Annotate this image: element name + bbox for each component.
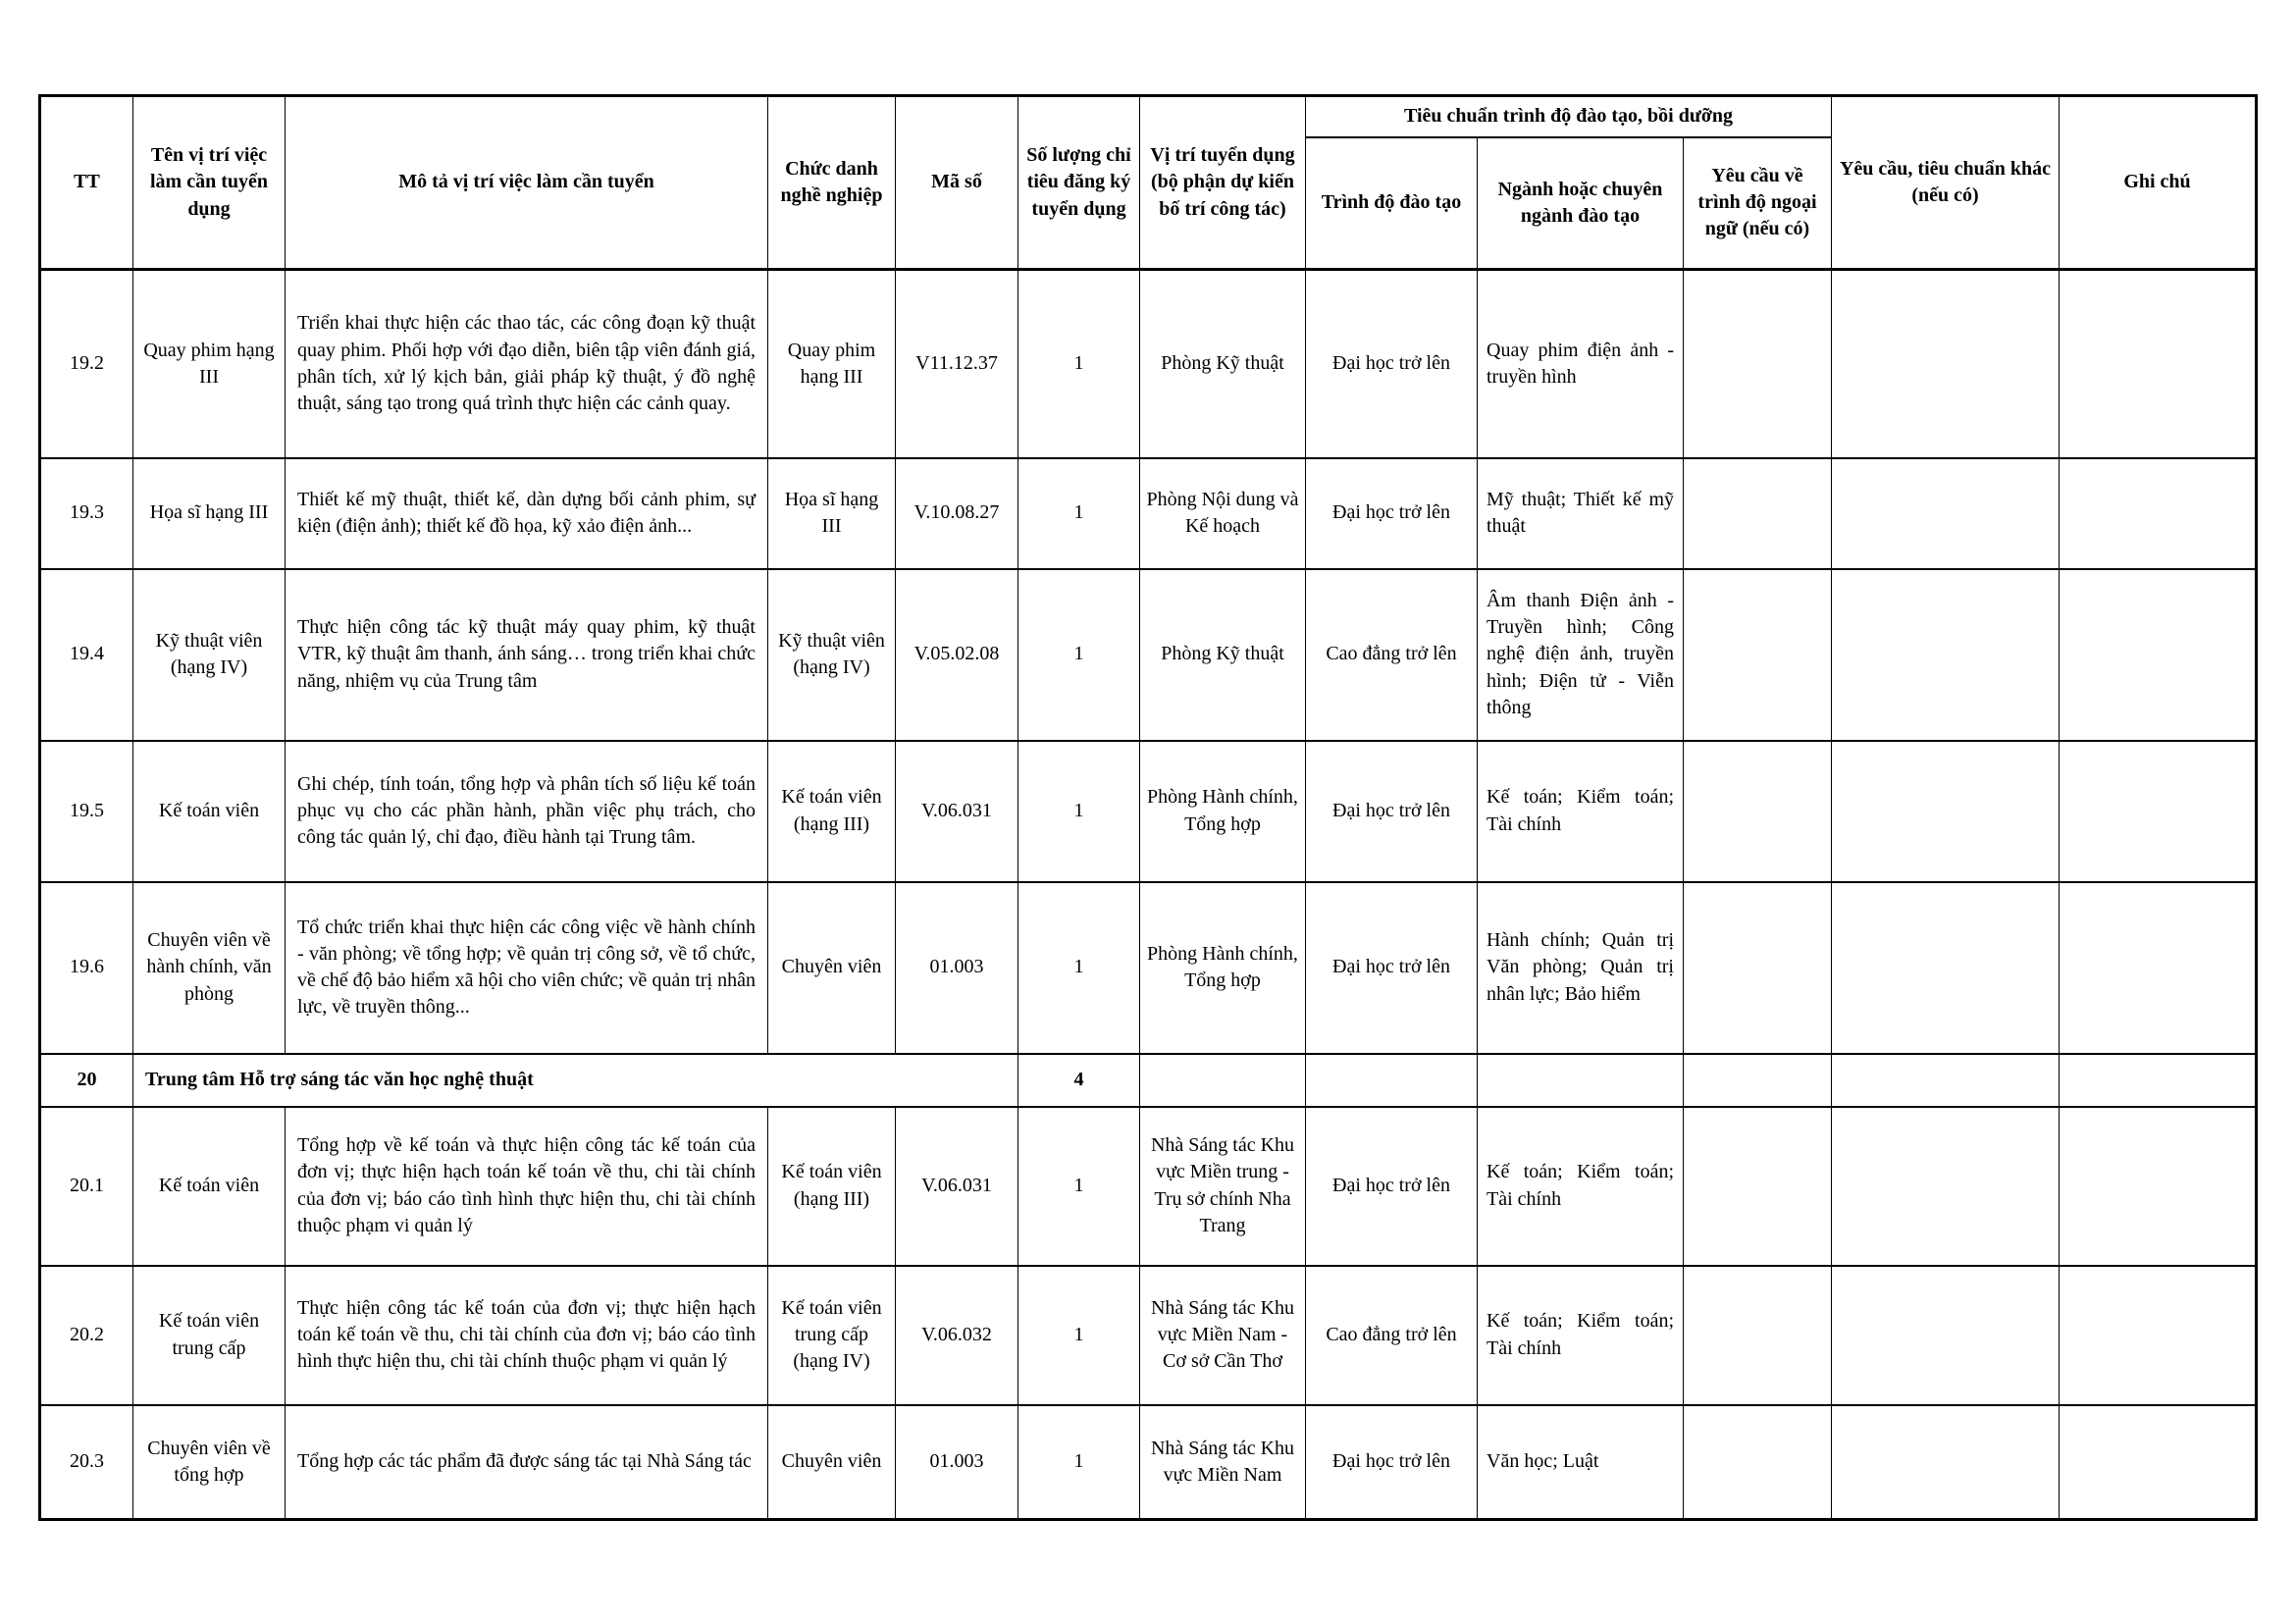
yeucau-cell [1832, 1054, 2060, 1107]
vitri-cell: Phòng Nội dung và Kế hoạch [1140, 458, 1306, 569]
ten-cell: Chuyên viên về tổng hợp [133, 1405, 286, 1520]
mota-cell: Thực hiện công tác kế toán của đơn vị; thực hiện hạch toán kế toán về thu, chi tài chính của đơn vị; báo cáo tình hình thực hiện thu, chi tài chính thuộc phạm vi quản lý [286, 1266, 768, 1405]
nganh-cell: Văn học; Luật [1478, 1405, 1684, 1520]
vitri-cell: Nhà Sáng tác Khu vực Miền trung - Trụ sở chính Nha Trang [1140, 1107, 1306, 1266]
header-training-major: Ngành hoặc chuyên ngành đào tạo [1478, 137, 1684, 270]
ten-cell: Chuyên viên về hành chính, văn phòng [133, 882, 286, 1054]
mota-cell: Tổ chức triển khai thực hiện các công việc về hành chính - văn phòng; về tổng hợp; về quản trị công sở, về tổ chức, về chế độ bảo hiểm xã hội cho viên chức; về quản trị nhân lực, về truyền thông... [286, 882, 768, 1054]
mota-cell: Ghi chép, tính toán, tổng hợp và phân tích số liệu kế toán phục vụ cho các phần hành, phần việc phụ trách, cho công tác quản lý, chỉ đạo, điều hành tại Trung tâm. [286, 741, 768, 882]
table-row [40, 270, 2257, 458]
table-row [40, 882, 2257, 1054]
chucdanh-cell: Kế toán viên trung cấp (hạng IV) [768, 1266, 896, 1405]
maso-cell: V.06.032 [896, 1266, 1018, 1405]
chucdanh-cell: Họa sĩ hạng III [768, 458, 896, 569]
header-row-top [40, 96, 2257, 137]
ten-cell: Kế toán viên trung cấp [133, 1266, 286, 1405]
yeucau-cell [1832, 882, 2060, 1054]
yeucau-cell [1832, 741, 2060, 882]
tt-cell: 20.2 [40, 1266, 133, 1405]
vitri-cell: Nhà Sáng tác Khu vực Miền Nam - Cơ sở Cần Thơ [1140, 1266, 1306, 1405]
tt-cell: 20.1 [40, 1107, 133, 1266]
ghichu-cell [2060, 1405, 2257, 1520]
header-training-level: Trình độ đào tạo [1306, 137, 1478, 270]
table-row [40, 741, 2257, 882]
section-title-cell: Trung tâm Hỗ trợ sáng tác văn học nghệ thuật [133, 1054, 1018, 1107]
table-header [40, 96, 2257, 270]
trinhdo-cell: Đại học trở lên [1306, 882, 1478, 1054]
table-row [40, 1266, 2257, 1405]
soluong-cell: 1 [1018, 569, 1140, 741]
mota-cell: Triển khai thực hiện các thao tác, các công đoạn kỹ thuật quay phim. Phối hợp với đạo diễn, biên tập viên đánh giá, phân tích, xử lý kịch bản, giải pháp kỹ thuật, ý đồ nghệ thuật, sáng tạo trong quá trình thực hiện các cảnh quay. [286, 270, 768, 458]
ngoaingu-cell [1684, 458, 1832, 569]
yeucau-cell [1832, 458, 2060, 569]
soluong-cell: 1 [1018, 458, 1140, 569]
trinhdo-cell: Cao đẳng trở lên [1306, 569, 1478, 741]
trinhdo-cell: Đại học trở lên [1306, 270, 1478, 458]
chucdanh-cell: Quay phim hạng III [768, 270, 896, 458]
yeucau-cell [1832, 1266, 2060, 1405]
ghichu-cell [2060, 741, 2257, 882]
tt-cell: 19.6 [40, 882, 133, 1054]
nganh-cell: Kế toán; Kiểm toán; Tài chính [1478, 1107, 1684, 1266]
maso-cell: 01.003 [896, 1405, 1018, 1520]
ghichu-cell [2060, 1107, 2257, 1266]
nganh-cell: Mỹ thuật; Thiết kế mỹ thuật [1478, 458, 1684, 569]
nganh-cell: Âm thanh Điện ảnh - Truyền hình; Công nghệ điện ảnh, truyền hình; Điện tử - Viễn thông [1478, 569, 1684, 741]
mota-cell: Tổng hợp các tác phẩm đã được sáng tác tại Nhà Sáng tác [286, 1405, 768, 1520]
ten-cell: Quay phim hạng III [133, 270, 286, 458]
header-training-standards-group: Tiêu chuẩn trình độ đào tạo, bồi dưỡng [1306, 96, 1832, 137]
ngoaingu-cell [1684, 1107, 1832, 1266]
section-row [40, 1054, 2257, 1107]
ngoaingu-cell [1684, 741, 1832, 882]
ghichu-cell [2060, 569, 2257, 741]
maso-cell: V.06.031 [896, 741, 1018, 882]
chucdanh-cell: Kế toán viên (hạng III) [768, 1107, 896, 1266]
header-tt: TT [40, 96, 133, 270]
ten-cell: Kỹ thuật viên (hạng IV) [133, 569, 286, 741]
trinhdo-cell: Đại học trở lên [1306, 458, 1478, 569]
header-quota: Số lượng chỉ tiêu đăng ký tuyển dụng [1018, 96, 1140, 270]
trinhdo-cell: Cao đẳng trở lên [1306, 1266, 1478, 1405]
nganh-cell: Kế toán; Kiểm toán; Tài chính [1478, 1266, 1684, 1405]
document-page [38, 94, 2258, 1521]
soluong-cell: 1 [1018, 1405, 1140, 1520]
ngoaingu-cell [1684, 1054, 1832, 1107]
ngoaingu-cell [1684, 569, 1832, 741]
header-language-requirement: Yêu cầu về trình độ ngoại ngữ (nếu có) [1684, 137, 1832, 270]
maso-cell: V.05.02.08 [896, 569, 1018, 741]
trinhdo-cell: Đại học trở lên [1306, 1405, 1478, 1520]
header-recruitment-position: Vị trí tuyển dụng (bộ phận dự kiến bố trí công tác) [1140, 96, 1306, 270]
ghichu-cell [2060, 882, 2257, 1054]
vitri-cell [1140, 1054, 1306, 1107]
header-other-requirements: Yêu cầu, tiêu chuẩn khác (nếu có) [1832, 96, 2060, 270]
mota-cell: Tổng hợp về kế toán và thực hiện công tác kế toán của đơn vị; thực hiện hạch toán kế toán về thu, chi tài chính của đơn vị; báo cáo tình hình thực hiện thu, chi tài chính thuộc phạm vi quản lý [286, 1107, 768, 1266]
soluong-cell: 1 [1018, 270, 1140, 458]
trinhdo-cell [1306, 1054, 1478, 1107]
vitri-cell: Phòng Kỹ thuật [1140, 270, 1306, 458]
header-job-title: Chức danh nghề nghiệp [768, 96, 896, 270]
yeucau-cell [1832, 270, 2060, 458]
chucdanh-cell: Chuyên viên [768, 882, 896, 1054]
tt-cell: 19.2 [40, 270, 133, 458]
nganh-cell: Kế toán; Kiểm toán; Tài chính [1478, 741, 1684, 882]
tt-cell: 19.3 [40, 458, 133, 569]
ten-cell: Họa sĩ hạng III [133, 458, 286, 569]
vitri-cell: Phòng Kỹ thuật [1140, 569, 1306, 741]
mota-cell: Thực hiện công tác kỹ thuật máy quay phim, kỹ thuật VTR, kỹ thuật âm thanh, ánh sáng… trong triển khai chức năng, nhiệm vụ của Trung tâm [286, 569, 768, 741]
chucdanh-cell: Kỹ thuật viên (hạng IV) [768, 569, 896, 741]
header-position-name: Tên vị trí việc làm cần tuyển dụng [133, 96, 286, 270]
ngoaingu-cell [1684, 1266, 1832, 1405]
maso-cell: V.06.031 [896, 1107, 1018, 1266]
table-body [40, 270, 2257, 1520]
yeucau-cell [1832, 1107, 2060, 1266]
nganh-cell: Hành chính; Quản trị Văn phòng; Quản trị nhân lực; Bảo hiểm [1478, 882, 1684, 1054]
soluong-cell: 1 [1018, 1107, 1140, 1266]
table-row [40, 1107, 2257, 1266]
table-row [40, 1405, 2257, 1520]
nganh-cell [1478, 1054, 1684, 1107]
tt-cell: 20.3 [40, 1405, 133, 1520]
header-notes: Ghi chú [2060, 96, 2257, 270]
ngoaingu-cell [1684, 1405, 1832, 1520]
soluong-cell: 1 [1018, 1266, 1140, 1405]
maso-cell: V.10.08.27 [896, 458, 1018, 569]
soluong-cell: 1 [1018, 882, 1140, 1054]
ghichu-cell [2060, 1054, 2257, 1107]
vitri-cell: Phòng Hành chính, Tổng hợp [1140, 741, 1306, 882]
ngoaingu-cell [1684, 270, 1832, 458]
ten-cell: Kế toán viên [133, 741, 286, 882]
chucdanh-cell: Chuyên viên [768, 1405, 896, 1520]
trinhdo-cell: Đại học trở lên [1306, 1107, 1478, 1266]
maso-cell: 01.003 [896, 882, 1018, 1054]
table-row [40, 569, 2257, 741]
yeucau-cell [1832, 1405, 2060, 1520]
tt-cell: 19.5 [40, 741, 133, 882]
yeucau-cell [1832, 569, 2060, 741]
maso-cell: V11.12.37 [896, 270, 1018, 458]
soluong-cell: 1 [1018, 741, 1140, 882]
ghichu-cell [2060, 1266, 2257, 1405]
row-number-cell: 20 [40, 1054, 133, 1107]
ghichu-cell [2060, 458, 2257, 569]
trinhdo-cell: Đại học trở lên [1306, 741, 1478, 882]
nganh-cell: Quay phim điện ảnh - truyền hình [1478, 270, 1684, 458]
ngoaingu-cell [1684, 882, 1832, 1054]
header-description: Mô tả vị trí việc làm cần tuyển [286, 96, 768, 270]
tt-cell: 19.4 [40, 569, 133, 741]
quota-cell: 4 [1018, 1054, 1140, 1107]
chucdanh-cell: Kế toán viên (hạng III) [768, 741, 896, 882]
ten-cell: Kế toán viên [133, 1107, 286, 1266]
table-row [40, 458, 2257, 569]
header-code: Mã số [896, 96, 1018, 270]
mota-cell: Thiết kế mỹ thuật, thiết kế, dàn dựng bối cảnh phim, sự kiện (điện ảnh); thiết kế đồ họa, kỹ xảo điện ảnh... [286, 458, 768, 569]
recruitment-table [38, 94, 2258, 1521]
vitri-cell: Nhà Sáng tác Khu vực Miền Nam [1140, 1405, 1306, 1520]
ghichu-cell [2060, 270, 2257, 458]
vitri-cell: Phòng Hành chính, Tổng hợp [1140, 882, 1306, 1054]
